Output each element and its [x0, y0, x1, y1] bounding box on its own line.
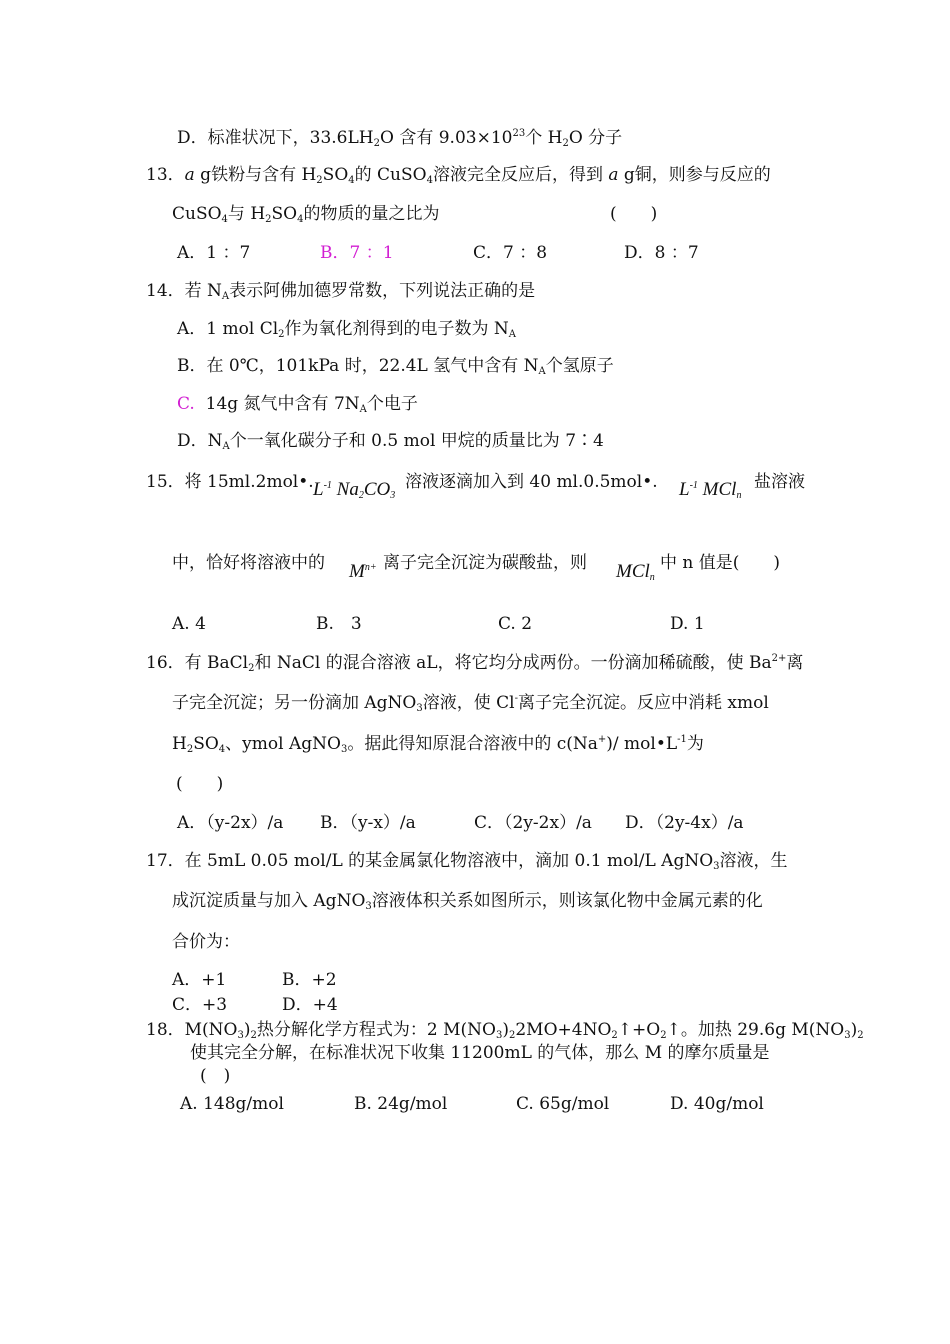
q13-option-a: A．1 ：7: [177, 243, 251, 263]
q15-formula-mcln: [679, 479, 741, 501]
text: 个一氧化碳分子和 0.5 mol 甲烷的质量比为 7∶4: [229, 431, 604, 451]
q17-option-b: B．+2: [282, 970, 337, 990]
sub: 3: [390, 490, 396, 501]
sub: 2: [265, 214, 272, 225]
text: B．在 0℃，101kPa 时，22.4L 氢气中含有 N: [177, 356, 539, 376]
text: 离: [786, 653, 804, 673]
q18-option-b: B. 24g/mol: [354, 1094, 448, 1114]
text: O 分子: [568, 128, 623, 148]
text: 溶液完全反应后，得到: [432, 165, 609, 185]
q15-stem-end: 盐溶液: [754, 472, 805, 492]
text: 、ymol AgNO: [225, 734, 341, 754]
sub: n: [649, 572, 655, 583]
q15-stem-line2b: 离子完全沉淀为碳酸盐，则: [383, 553, 587, 573]
q15-stem-line2a: 中，恰好将溶液中的: [172, 553, 325, 573]
sub: 2: [373, 138, 380, 149]
text: 溶液，生: [719, 851, 788, 871]
text: O 含有 9.03×10: [379, 128, 513, 148]
sub: 3: [844, 1030, 851, 1041]
sub: 3: [416, 703, 423, 714]
q17-option-a: A．+1: [172, 970, 227, 990]
text: 为: [686, 734, 704, 754]
q17-stem-line2: [172, 890, 763, 912]
sub: A: [221, 291, 230, 302]
q16-stem-line3: [172, 733, 704, 755]
question-number: 13．: [146, 165, 185, 185]
q16-option-c: C．（2y-2x）/a: [474, 813, 592, 833]
sub: 2: [857, 1030, 864, 1041]
text: 溶液体积关系如图所示，则该氯化物中金属元素的化: [371, 891, 763, 911]
text: H: [172, 734, 187, 754]
sub: 2: [250, 1030, 257, 1041]
sup: n+: [364, 562, 377, 573]
sub: 3: [237, 1030, 244, 1041]
text: 个电子: [366, 394, 418, 414]
q14-stem: [146, 280, 535, 302]
sub: 2: [660, 1030, 667, 1041]
sub: 2: [186, 744, 194, 755]
q15-stem-mid: 溶液逐滴加入到 40 ml.0.5mol•.: [405, 472, 658, 492]
q16-option-d: D．（2y-4x）/a: [625, 813, 744, 833]
q17-stem-line1: [146, 850, 788, 872]
sub: 3: [495, 1030, 503, 1041]
q15-formula-mn: [349, 561, 377, 583]
q16-stem-line1: [146, 652, 803, 674]
q15-option-a: A. 4: [172, 614, 206, 634]
math: MCl: [616, 561, 650, 582]
q15-stem-line2c: 中 n 值是( ): [660, 553, 781, 573]
q17-option-c: C．+3: [172, 995, 228, 1015]
sup: -: [514, 693, 518, 704]
text: ↑+O: [617, 1020, 661, 1040]
text: g铜，则参与反应的: [618, 165, 771, 185]
sub: A: [222, 441, 230, 452]
sub: 2: [611, 1030, 618, 1041]
sup: -1: [689, 480, 698, 491]
text: A．1 mol Cl: [177, 319, 279, 339]
q14-option-b: [177, 355, 614, 377]
sub: 2: [508, 1030, 516, 1041]
sup: -1: [323, 480, 332, 491]
text: 子完全沉淀；另一份滴加 AgNO: [172, 693, 417, 713]
option-letter: C.: [177, 394, 195, 414]
sub: 2: [278, 329, 285, 340]
sup: 2+: [771, 653, 787, 664]
text: D．标准状况下，33.6LH: [177, 128, 374, 148]
text: ): [850, 1020, 858, 1040]
q15-stem-line1: [146, 471, 314, 493]
q15-option-c: C. 2: [498, 614, 533, 634]
text: SO: [271, 204, 298, 224]
sup: -1: [677, 734, 687, 745]
sub: 4: [218, 744, 226, 755]
sub: 2: [316, 175, 323, 186]
q13-option-d: D．8 ：7: [624, 243, 699, 263]
text: 16．有 BaCl: [146, 653, 249, 673]
text: 。据此得知原混合溶液中的 c(Na: [347, 734, 598, 754]
q12-option-d: [177, 127, 622, 149]
q13-stem-line2: [172, 203, 440, 225]
q14-option-d: [177, 430, 604, 452]
sub: 4: [348, 175, 355, 186]
q13-option-b: B．7 ：1: [320, 243, 394, 263]
math: L: [313, 479, 324, 500]
text: 18．M(NO: [146, 1020, 238, 1040]
q17-option-d: D．+4: [282, 995, 338, 1015]
sub: A: [359, 404, 367, 415]
text: ): [502, 1020, 509, 1040]
sub: n: [736, 490, 742, 501]
q14-option-c: [177, 393, 418, 415]
text: 15．将 15ml.2mol•.: [146, 472, 314, 492]
sub: A: [508, 329, 517, 340]
math: CO: [363, 479, 391, 500]
var: a: [608, 165, 619, 185]
q13-stem-line1: [146, 164, 771, 186]
sub: 3: [365, 901, 372, 912]
text: ): [243, 1020, 251, 1040]
math: M: [349, 561, 365, 582]
sub: 4: [297, 214, 304, 225]
text: 离子完全沉淀。反应中消耗 xmol: [518, 693, 769, 713]
q18-option-c: C. 65g/mol: [516, 1094, 610, 1114]
text: 的 CuSO: [354, 165, 427, 185]
sub: 3: [340, 744, 348, 755]
sub: 2: [358, 490, 364, 501]
q16-option-a: A．（y-2x）/a: [177, 813, 284, 833]
q18-option-a: A. 148g/mol: [180, 1094, 284, 1114]
math: L: [679, 479, 690, 500]
text: 成沉淀质量与加入 AgNO: [172, 891, 366, 911]
var: a: [184, 165, 195, 185]
text: 和 NaCl 的混合溶液 aL，将它均分成两份。一份滴加稀硫酸，使 Ba: [254, 653, 772, 673]
answer-paren: ( ): [200, 1066, 231, 1086]
text: 14．若 N: [146, 281, 222, 301]
sub: 4: [221, 214, 228, 225]
answer-paren: ( ): [176, 774, 224, 794]
text: g铁粉与含有 H: [194, 165, 317, 185]
math: Na: [336, 479, 359, 500]
text: CuSO: [172, 204, 222, 224]
text: 2MO+4NO: [515, 1020, 612, 1040]
sub: 2: [248, 663, 255, 674]
q18-option-d: D. 40g/mol: [670, 1094, 764, 1114]
text: 热分解化学方程式为：2 M(NO: [256, 1020, 496, 1040]
text: ↑。加热 29.6g M(NO: [666, 1020, 845, 1040]
q15-option-d: D. 1: [670, 614, 705, 634]
text: 的物质的量之比为: [303, 204, 440, 224]
text: 与 H: [227, 204, 266, 224]
q15-option-b: B. 3: [316, 614, 362, 634]
q17-stem-line3: 合价为：: [172, 932, 240, 952]
q15-formula-na2co3: [313, 479, 395, 501]
text: )/ mol•L: [606, 734, 678, 754]
text: 14g 氮气中含有 7N: [205, 394, 360, 414]
math: MCl: [702, 479, 737, 500]
sup: +: [597, 734, 607, 745]
q16-option-b: B．（y-x）/a: [320, 813, 416, 833]
q15-formula-mcln-2: [616, 561, 655, 583]
q13-option-c: C．7 ：8: [473, 243, 548, 263]
q14-option-a: [177, 318, 516, 340]
sub: 3: [713, 861, 720, 872]
q18-stem-line2: 使其完全分解，在标准状况下收集 11200mL 的气体，那么 M 的摩尔质量是: [190, 1043, 770, 1063]
text: SO: [322, 165, 349, 185]
text: 溶液，使 Cl: [422, 693, 515, 713]
sub: 4: [426, 175, 433, 186]
sub: A: [538, 366, 546, 377]
text: D．N: [177, 431, 223, 451]
q16-stem-line2: [172, 692, 769, 714]
answer-paren: ( ): [610, 204, 658, 224]
text: 表示阿佛加德罗常数，下列说法正确的是: [229, 281, 536, 301]
q18-stem-line1: [146, 1019, 864, 1041]
sup: 23: [512, 128, 526, 139]
text: SO: [193, 734, 219, 754]
text: 个 H: [525, 128, 563, 148]
text: 17．在 5mL 0.05 mol/L 的某金属氯化物溶液中，滴加 0.1 mol/L AgNO: [146, 851, 714, 871]
text: 个氢原子: [545, 356, 614, 376]
sub: 2: [562, 138, 569, 149]
text: 作为氧化剂得到的电子数为 N: [284, 319, 509, 339]
